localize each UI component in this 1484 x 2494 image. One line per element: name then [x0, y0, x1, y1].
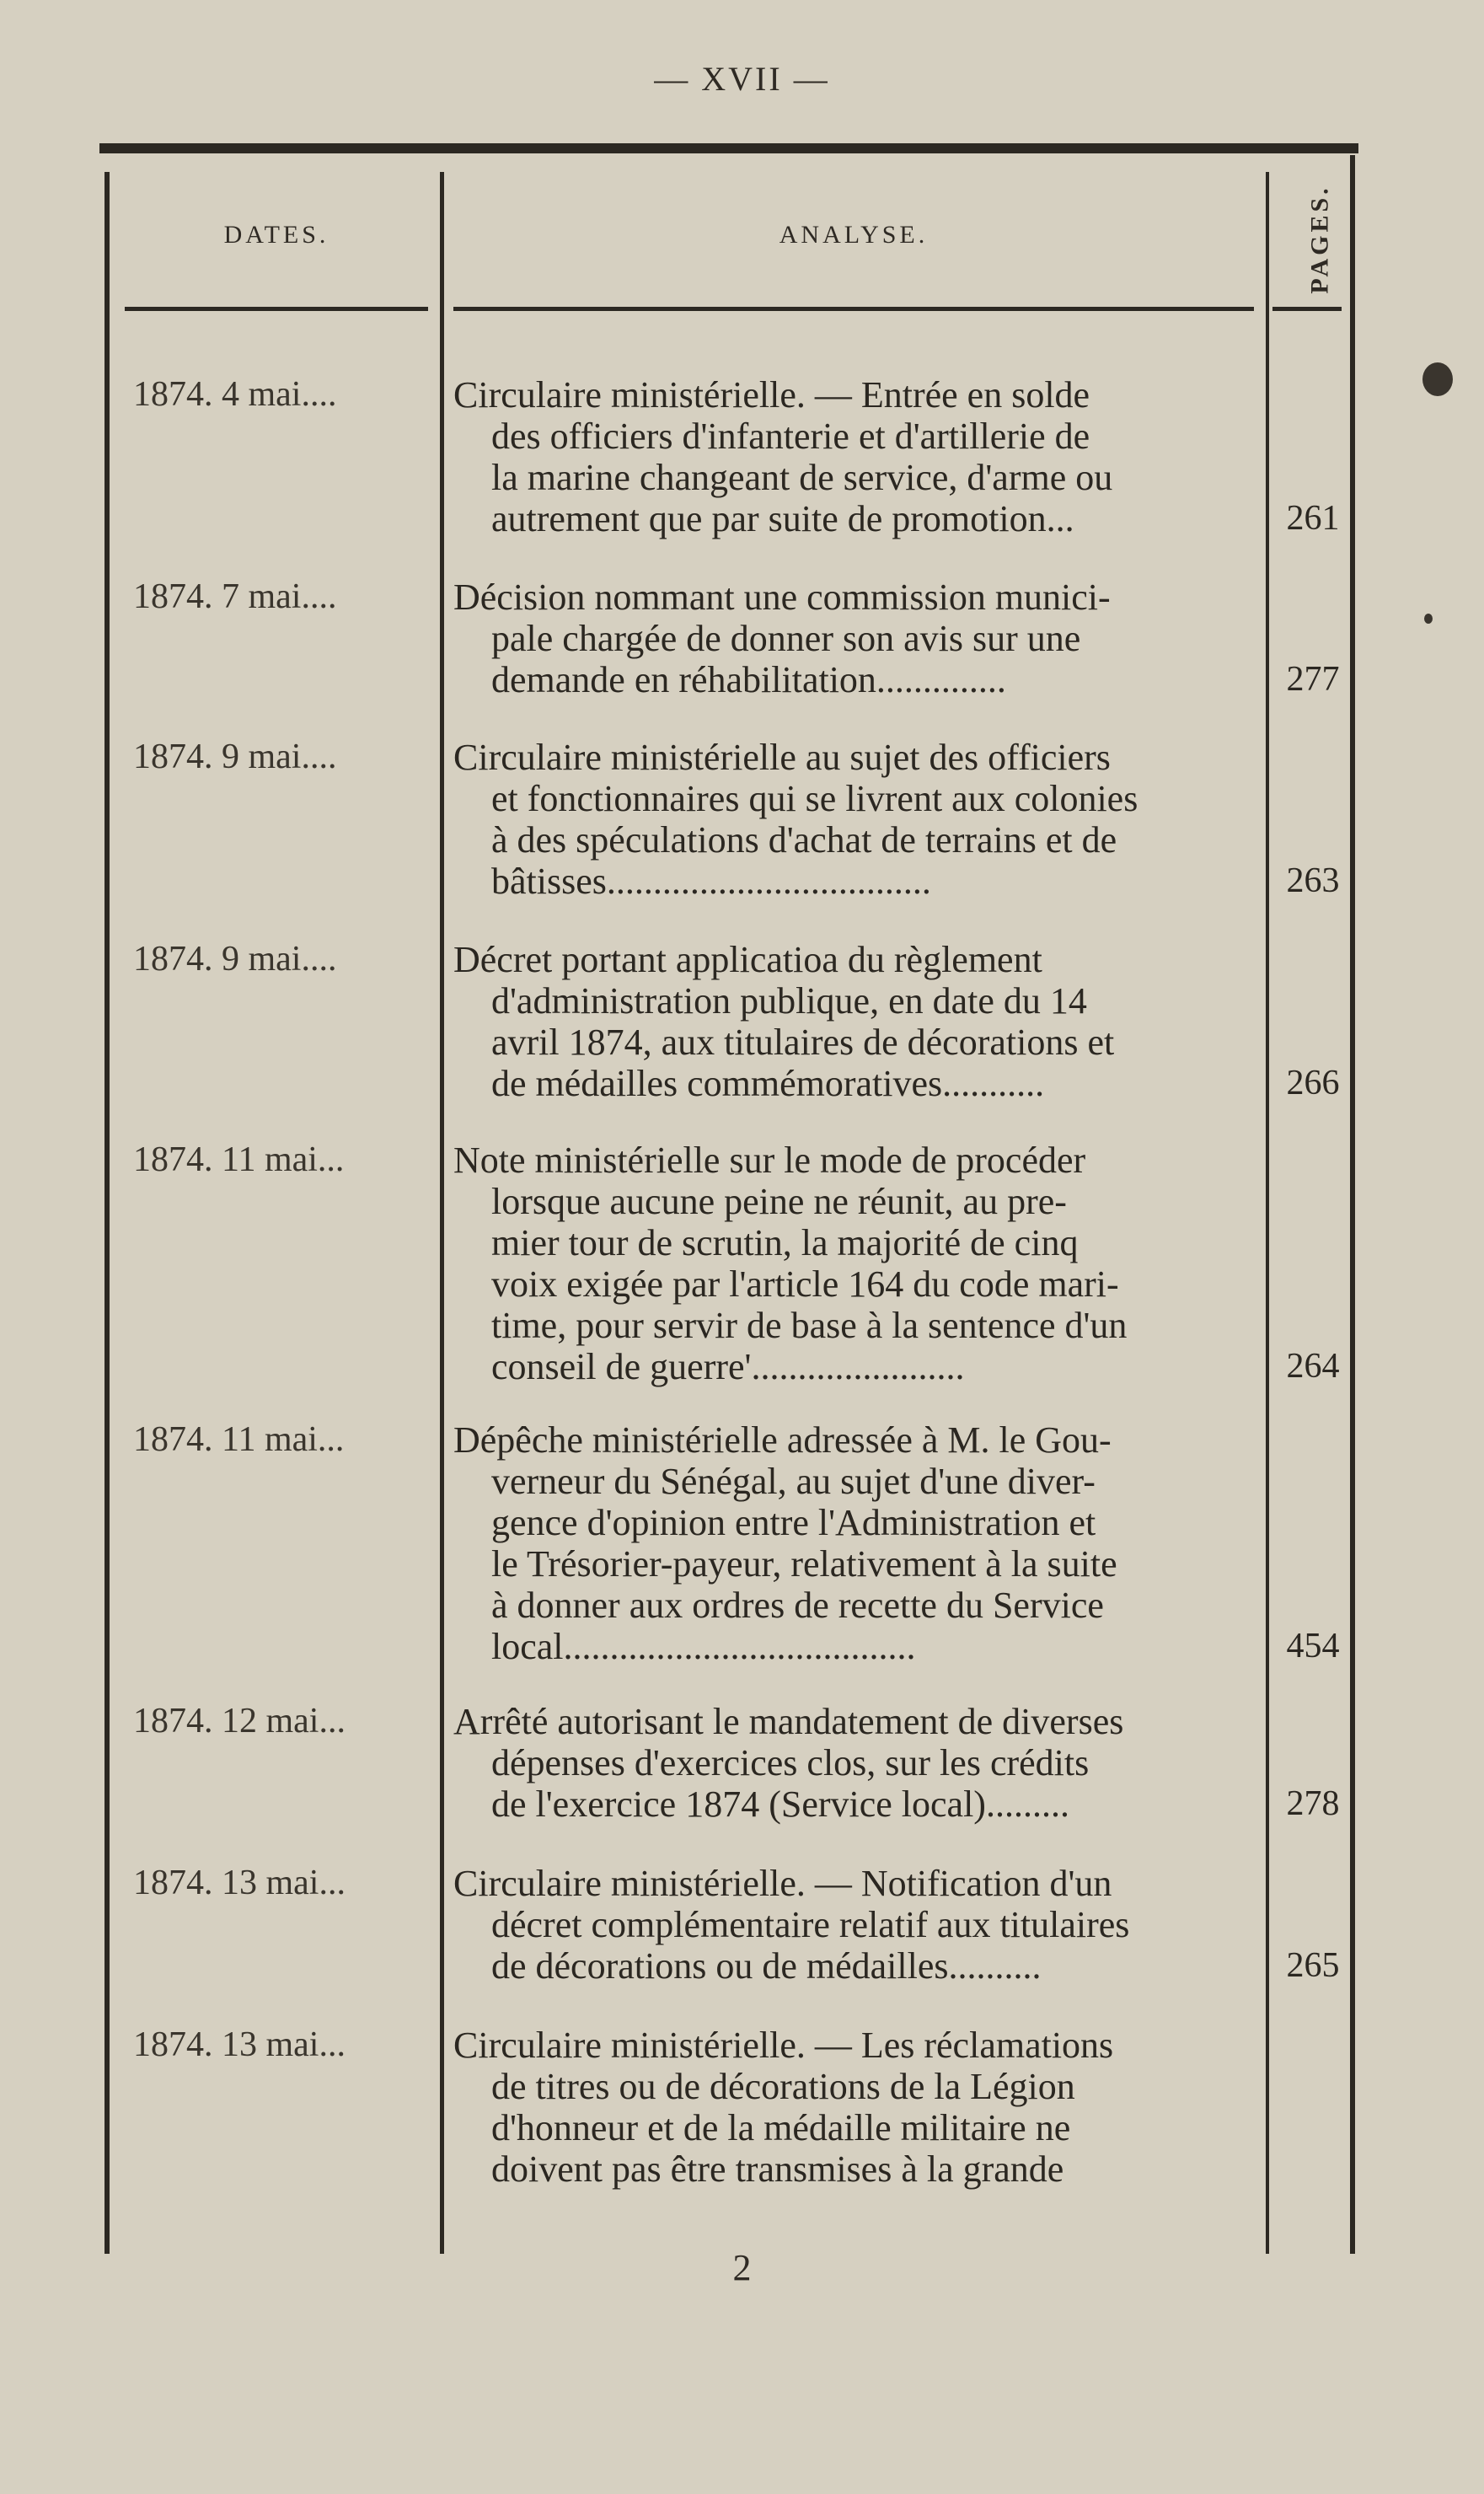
right-border	[1350, 155, 1355, 2254]
entry-line: d'administration publique, en date du 14	[491, 980, 1087, 1022]
entry-page: 266	[1286, 1064, 1340, 1102]
entry-line: lorsque aucune peine ne réunit, au pre-	[491, 1181, 1067, 1222]
entry-page: 265	[1286, 1946, 1340, 1985]
entry-analysis	[453, 939, 1254, 1104]
entry-line: de titres ou de décorations de la Légion	[491, 2066, 1075, 2107]
entry-page: 278	[1286, 1784, 1340, 1823]
entry-line: mier tour de scrutin, la majorité de cinq	[491, 1222, 1079, 1263]
entry-date: 1874. 9 mai....	[133, 940, 337, 979]
entry-line: Circulaire ministérielle. — Les réclamations	[453, 2025, 1114, 2066]
entry-date: 1874. 4 mai....	[133, 375, 337, 414]
dates-header-rule	[125, 307, 428, 311]
pages-column-header-box	[1299, 185, 1342, 294]
entry-line: de l'exercice 1874 (Service local).........	[491, 1783, 1069, 1825]
signature-mark: 2	[732, 2247, 752, 2288]
entry-date: 1874. 13 mai...	[133, 2025, 346, 2064]
entry-line: doivent pas être transmises à la grande	[491, 2148, 1064, 2190]
entry-line: de décorations ou de médailles..........	[491, 1945, 1042, 1987]
entry-line: avril 1874, aux titulaires de décorations et	[491, 1022, 1115, 1063]
entry-line: demande en réhabilitation..............	[491, 659, 1006, 700]
entry-line: de médailles commémoratives...........	[491, 1063, 1045, 1104]
entry-line: local......................................	[491, 1626, 916, 1667]
dates-column-header: DATES.	[223, 221, 329, 249]
entry-line: des officiers d'infanterie et d'artillerie de	[491, 416, 1090, 457]
entry-line: bâtisses...................................	[491, 861, 931, 902]
entry-line: Circulaire ministérielle. — Entrée en solde	[453, 374, 1090, 416]
entry-page: 264	[1286, 1347, 1340, 1386]
entry-date: 1874. 11 mai...	[133, 1140, 345, 1179]
entry-analysis	[453, 1863, 1254, 1987]
entry-line: la marine changeant de service, d'arme ou	[491, 457, 1113, 498]
entry-line: et fonctionnaires qui se livrent aux colonies	[491, 778, 1138, 819]
pages-column-divider	[1266, 172, 1269, 2254]
entry-line: d'honneur et de la médaille militaire ne	[491, 2107, 1071, 2148]
left-border	[104, 172, 110, 2254]
entry-analysis	[453, 1419, 1254, 1667]
entry-line: voix exigée par l'article 164 du code mari-	[491, 1263, 1119, 1305]
analysis-column-header: ANALYSE.	[779, 221, 929, 249]
entry-line: pale chargée de donner son avis sur une	[491, 618, 1081, 659]
top-rule	[99, 143, 1358, 153]
entry-line: Circulaire ministérielle au sujet des officiers	[453, 737, 1111, 778]
entry-analysis	[453, 2025, 1254, 2190]
entry-date: 1874. 12 mai...	[133, 1702, 346, 1740]
entry-line: verneur du Sénégal, au sujet d'une diver-	[491, 1461, 1096, 1502]
entry-line: Note ministérielle sur le mode de procéder	[453, 1140, 1086, 1181]
ink-speck	[1422, 362, 1453, 396]
pages-column-header: PAGES.	[1306, 185, 1335, 294]
entry-page: 277	[1286, 660, 1340, 699]
entry-line: à donner aux ordres de recette du Service	[491, 1585, 1104, 1626]
pages-header-rule	[1272, 307, 1342, 311]
entry-analysis	[453, 737, 1254, 902]
entry-line: décret complémentaire relatif aux titulaires	[491, 1904, 1130, 1945]
entry-line: à des spéculations d'achat de terrains et de	[491, 819, 1117, 861]
entry-date: 1874. 11 mai...	[133, 1420, 345, 1459]
entry-line: time, pour servir de base à la sentence d'un	[491, 1305, 1128, 1346]
chronological-table	[99, 155, 1358, 2254]
analysis-header-rule	[453, 307, 1254, 311]
entry-page: 261	[1286, 499, 1340, 538]
entry-line: Circulaire ministérielle. — Notification d'un	[453, 1863, 1112, 1904]
dates-column-divider	[440, 172, 444, 2254]
entry-analysis	[453, 374, 1254, 539]
entry-line: dépenses d'exercices clos, sur les crédits	[491, 1742, 1090, 1783]
entry-analysis	[453, 1140, 1254, 1387]
entry-line: Arrêté autorisant le mandatement de diverses	[453, 1701, 1124, 1742]
entry-line: gence d'opinion entre l'Administration et	[491, 1502, 1096, 1543]
entry-date: 1874. 13 mai...	[133, 1864, 346, 1902]
running-head: — XVII —	[654, 60, 830, 98]
entry-date: 1874. 9 mai....	[133, 737, 337, 776]
entry-line: Décision nommant une commission munici-	[453, 577, 1111, 618]
entry-line: conseil de guerre'.......................	[491, 1346, 965, 1387]
entry-line: autrement que par suite de promotion...	[491, 498, 1074, 539]
entry-analysis	[453, 577, 1254, 700]
entry-analysis	[453, 1701, 1254, 1825]
entry-line: le Trésorier-payeur, relativement à la suite	[491, 1543, 1117, 1585]
entry-page: 263	[1286, 861, 1340, 900]
entry-page: 454	[1286, 1627, 1340, 1665]
entry-line: Dépêche ministérielle adressée à M. le Gou-	[453, 1419, 1112, 1461]
entry-date: 1874. 7 mai....	[133, 577, 337, 616]
ink-speck	[1424, 614, 1433, 624]
entry-line: Décret portant applicatioa du règlement	[453, 939, 1042, 980]
